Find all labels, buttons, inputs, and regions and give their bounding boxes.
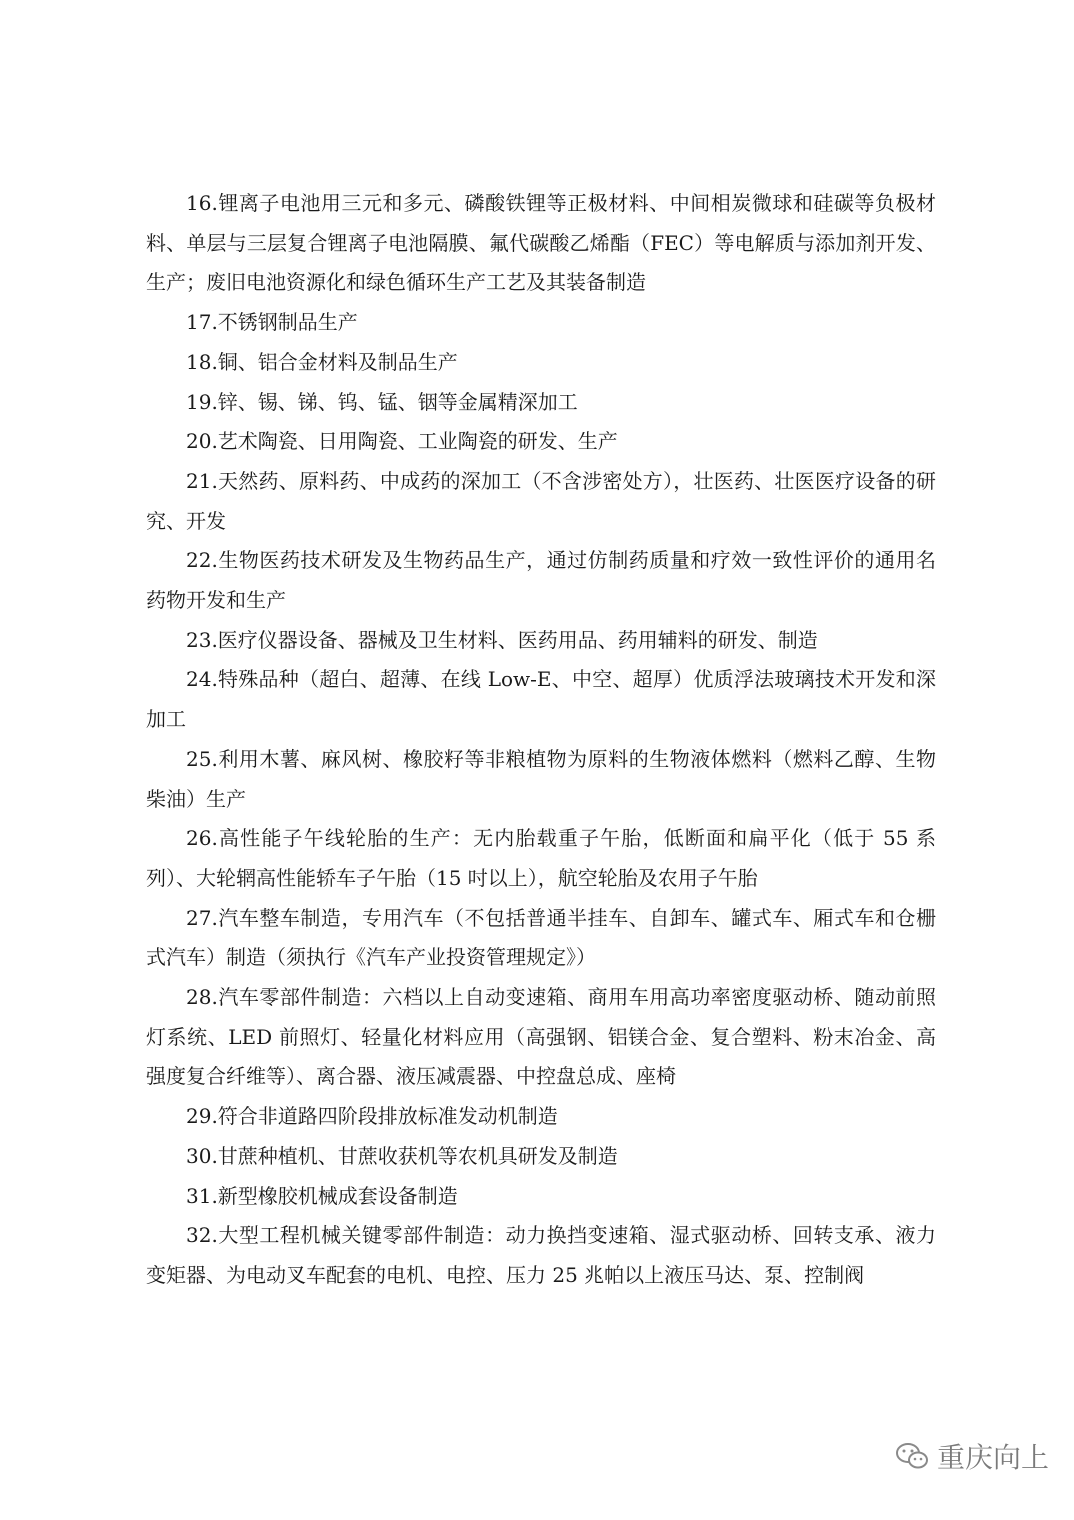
watermark [895, 1436, 1049, 1476]
watermark-text: 重庆向上 [937, 1441, 1050, 1474]
list-item: 22.生物医药技术研发及生物药品生产，通过仿制药质量和疗效一致性评价的通用名药物开发和生产 [146, 548, 936, 613]
list-item: 32.大型工程机械关键零部件制造：动力换挡变速箱、湿式驱动桥、回转支承、液力变矩器、为电动叉车配套的电机、电控、压力 25 兆帕以上液压马达、泵、控制阀 [146, 1223, 936, 1287]
list-item: 28.汽车零部件制造：六档以上自动变速箱、商用车用高功率密度驱动桥、随动前照灯系统、LED 前照灯、轻量化材料应用（高强钢、铝镁合金、复合塑料、粉末冶金、高强度复合纤维等）、离合器、液压减震器、中控盘总成、座椅 [146, 985, 936, 1089]
wechat-icon [895, 1441, 929, 1471]
list-item: 17.不锈钢制品生产 [186, 310, 358, 335]
document-body [146, 184, 936, 1296]
list-item: 31.新型橡胶机械成套设备制造 [186, 1183, 458, 1208]
list-item: 20.艺术陶瓷、日用陶瓷、工业陶瓷的研发、生产 [186, 429, 618, 454]
list-item: 26.高性能子午线轮胎的生产：无内胎载重子午胎，低断面和扁平化（低于 55 系列）、大轮辋高性能轿车子午胎（15 吋以上），航空轮胎及农用子午胎 [146, 826, 936, 890]
list-item: 24.特殊品种（超白、超薄、在线 Low-E、中空、超厚）优质浮法玻璃技术开发和深加工 [146, 667, 936, 732]
list-item: 29.符合非道路四阶段排放标准发动机制造 [186, 1104, 558, 1129]
list-item: 16.锂离子电池用三元和多元、磷酸铁锂等正极材料、中间相炭微球和硅碳等负极材料、单层与三层复合锂离子电池隔膜、氟代碳酸乙烯酯（FEC）等电解质与添加剂开发、生产；废旧电池资源化和绿色循环生产工艺及其装备制造 [146, 191, 936, 295]
list-item: 27.汽车整车制造，专用汽车（不包括普通半挂车、自卸车、罐式车、厢式车和仓栅式汽车）制造（须执行《汽车产业投资管理规定》） [146, 905, 936, 970]
list-item: 30.甘蔗种植机、甘蔗收获机等农机具研发及制造 [186, 1143, 618, 1168]
list-item: 21.天然药、原料药、中成药的深加工（不含涉密处方），壮医药、壮医医疗设备的研究、开发 [146, 468, 936, 533]
list-item: 23.医疗仪器设备、器械及卫生材料、医药用品、药用辅料的研发、制造 [186, 627, 818, 652]
list-item: 25.利用木薯、麻风树、橡胶籽等非粮植物为原料的生物液体燃料（燃料乙醇、生物柴油）生产 [146, 746, 936, 811]
list-item: 18.铜、铝合金材料及制品生产 [186, 349, 458, 374]
list-item: 19.锌、锡、锑、钨、锰、铟等金属精深加工 [186, 389, 578, 414]
